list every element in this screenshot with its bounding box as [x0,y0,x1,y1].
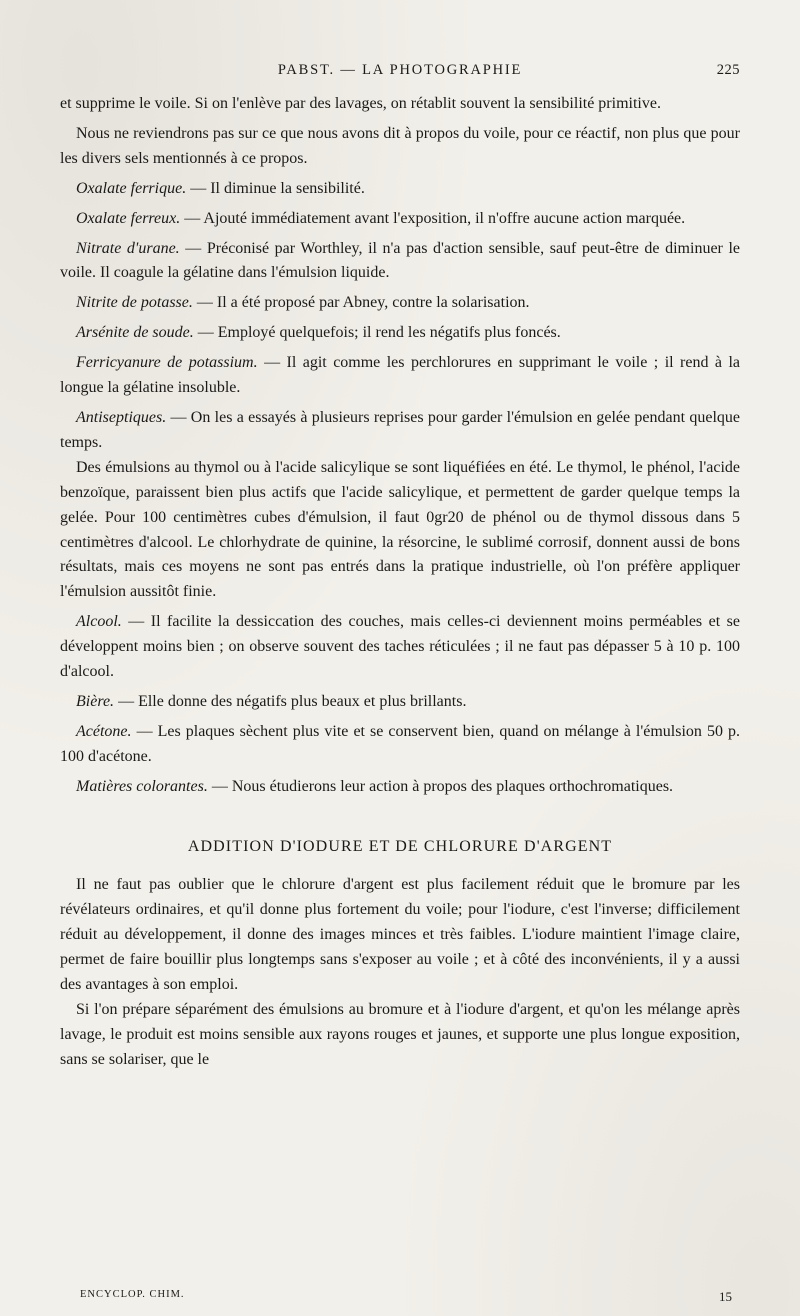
paragraph [60,207,740,232]
paragraph-text: — Ajouté immédiatement avant l'exposition, il n'offre aucune action marquée. [180,209,686,227]
paragraph-term: Oxalate ferrique. [76,179,187,197]
paragraph-text: — On les a essayés à plusieurs reprises pour garder l'émulsion en gelée pendant quelque temps. [60,408,740,451]
paragraph-text: — Les plaques sèchent plus vite et se conservent bien, quand on mélange à l'émulsion 50 p. 100 d'acétone. [60,722,740,765]
section-paragraph [60,998,740,1073]
paragraph [60,456,740,605]
paragraph-term: Nitrate d'urane. [76,239,180,257]
paragraph-term: Antiseptiques. [76,408,167,426]
paragraph [60,122,740,172]
paragraph-text: — Nous étudierons leur action à propos des plaques orthochromatiques. [207,777,674,795]
paragraph-term: Arsénite de soude. [76,324,194,342]
paragraph [60,406,740,456]
footer [80,1289,740,1309]
footer-sheet-number: 15 [719,1289,732,1304]
paragraph-text: Il ne faut pas oublier que le chlorure d'argent est plus facilement réduit que le bromure par les révélateurs ordinaires, et qu'il donne plus fortement du voile; pour l'iodure, c'est l'inverse; difficilement réduit au développement, il donne des images minces et très faibles. L'iodure maintient l'image claire, permet de faire bouillir plus longtemps sans s'exposer au voile ; et à côté des inconvénients, il y a aussi des avantages à son emploi. [60,876,740,994]
paragraph-text: Nous ne reviendrons pas sur ce que nous avons dit à propos du voile, pour ce réactif, non plus que pour les divers sels mentionnés à ce propos. [60,124,740,167]
paragraph-text: — Employé quelquefois; il rend les négatifs plus foncés. [193,324,561,342]
paragraph [60,610,740,685]
paragraph [60,291,740,316]
paragraph-text: — Préconisé par Worthley, il n'a pas d'action sensible, sauf peut-être de diminuer le voile. Il coagule la gélatine dans l'émulsion liquide. [60,239,741,282]
section-paragraph [60,873,740,998]
paragraph-term: Nitrite de potasse. [76,294,193,312]
paragraph [60,92,740,117]
section-heading: ADDITION D'IODURE ET DE CHLORURE D'ARGENT [187,837,613,855]
paragraph [60,351,740,401]
paragraph-text: — Il diminue la sensibilité. [186,179,365,197]
running-head [60,62,740,86]
paragraph [60,237,740,287]
paragraph-term: Bière. [76,692,115,710]
paragraph-term: Ferricyanure de potassium. [76,354,258,372]
paragraph-term: Acétone. [76,722,132,740]
paragraph [60,177,740,202]
paragraph-text: — Il facilite la dessiccation des couches, mais celles-ci deviennent moins perméables et se développent moins bien ; on observe souvent des taches réticulées ; il ne faut pas dépasser 5 à 10 p. 100 d'alcool. [60,613,740,681]
running-title: PABST. — LA PHOTOGRAPHIE [277,62,523,78]
paragraph [60,775,740,800]
paragraph [60,690,740,715]
paragraph-term: Oxalate ferreux. [76,209,181,227]
paragraph-term: Alcool. [76,613,122,631]
paragraph-text: — Il a été proposé par Abney, contre la solarisation. [192,294,530,312]
footer-signature: ENCYCLOP. CHIM. [80,1289,185,1300]
paragraph [60,720,740,770]
paragraph [60,321,740,346]
paragraph-term: Matières colorantes. [76,777,208,795]
paragraph-text: — Elle donne des négatifs plus beaux et plus brillants. [114,692,467,710]
paragraph-text: Des émulsions au thymol ou à l'acide salicylique se sont liquéfiées en été. Le thymol, le phénol, l'acide benzoïque, paraissent bien plus actifs que l'acide salicylique, et permettent de garder quelque temps la gelée. Pour 100 centimètres cubes d'émulsion, il faut 0gr20 de phénol ou de thymol dissous dans 5 centimètres d'alcool. Le chlorhydrate de quinine, la résorcine, le sublimé corrosif, donnent aussi de bons résultats, mais ces moyens ne sont pas entrés dans la pratique industrielle, où l'on préfère appliquer l'émulsion aussitôt finie. [60,458,740,601]
paragraph-text: — Il agit comme les perchlorures en supprimant le voile ; il rend à la longue la gélatine insoluble. [60,354,741,397]
paragraph-text: et supprime le voile. Si on l'enlève par des lavages, on rétablit souvent la sensibilité primitive. [60,95,661,112]
page-number: 225 [716,62,740,78]
body-text [60,92,740,1073]
paragraph-text: Si l'on prépare séparément des émulsions au bromure et à l'iodure d'argent, et qu'on les mélange après lavage, le produit est moins sensible aux rayons rouges et jaunes, et supporte une plus longue exposition, sans se solariser, que le [60,1001,740,1068]
